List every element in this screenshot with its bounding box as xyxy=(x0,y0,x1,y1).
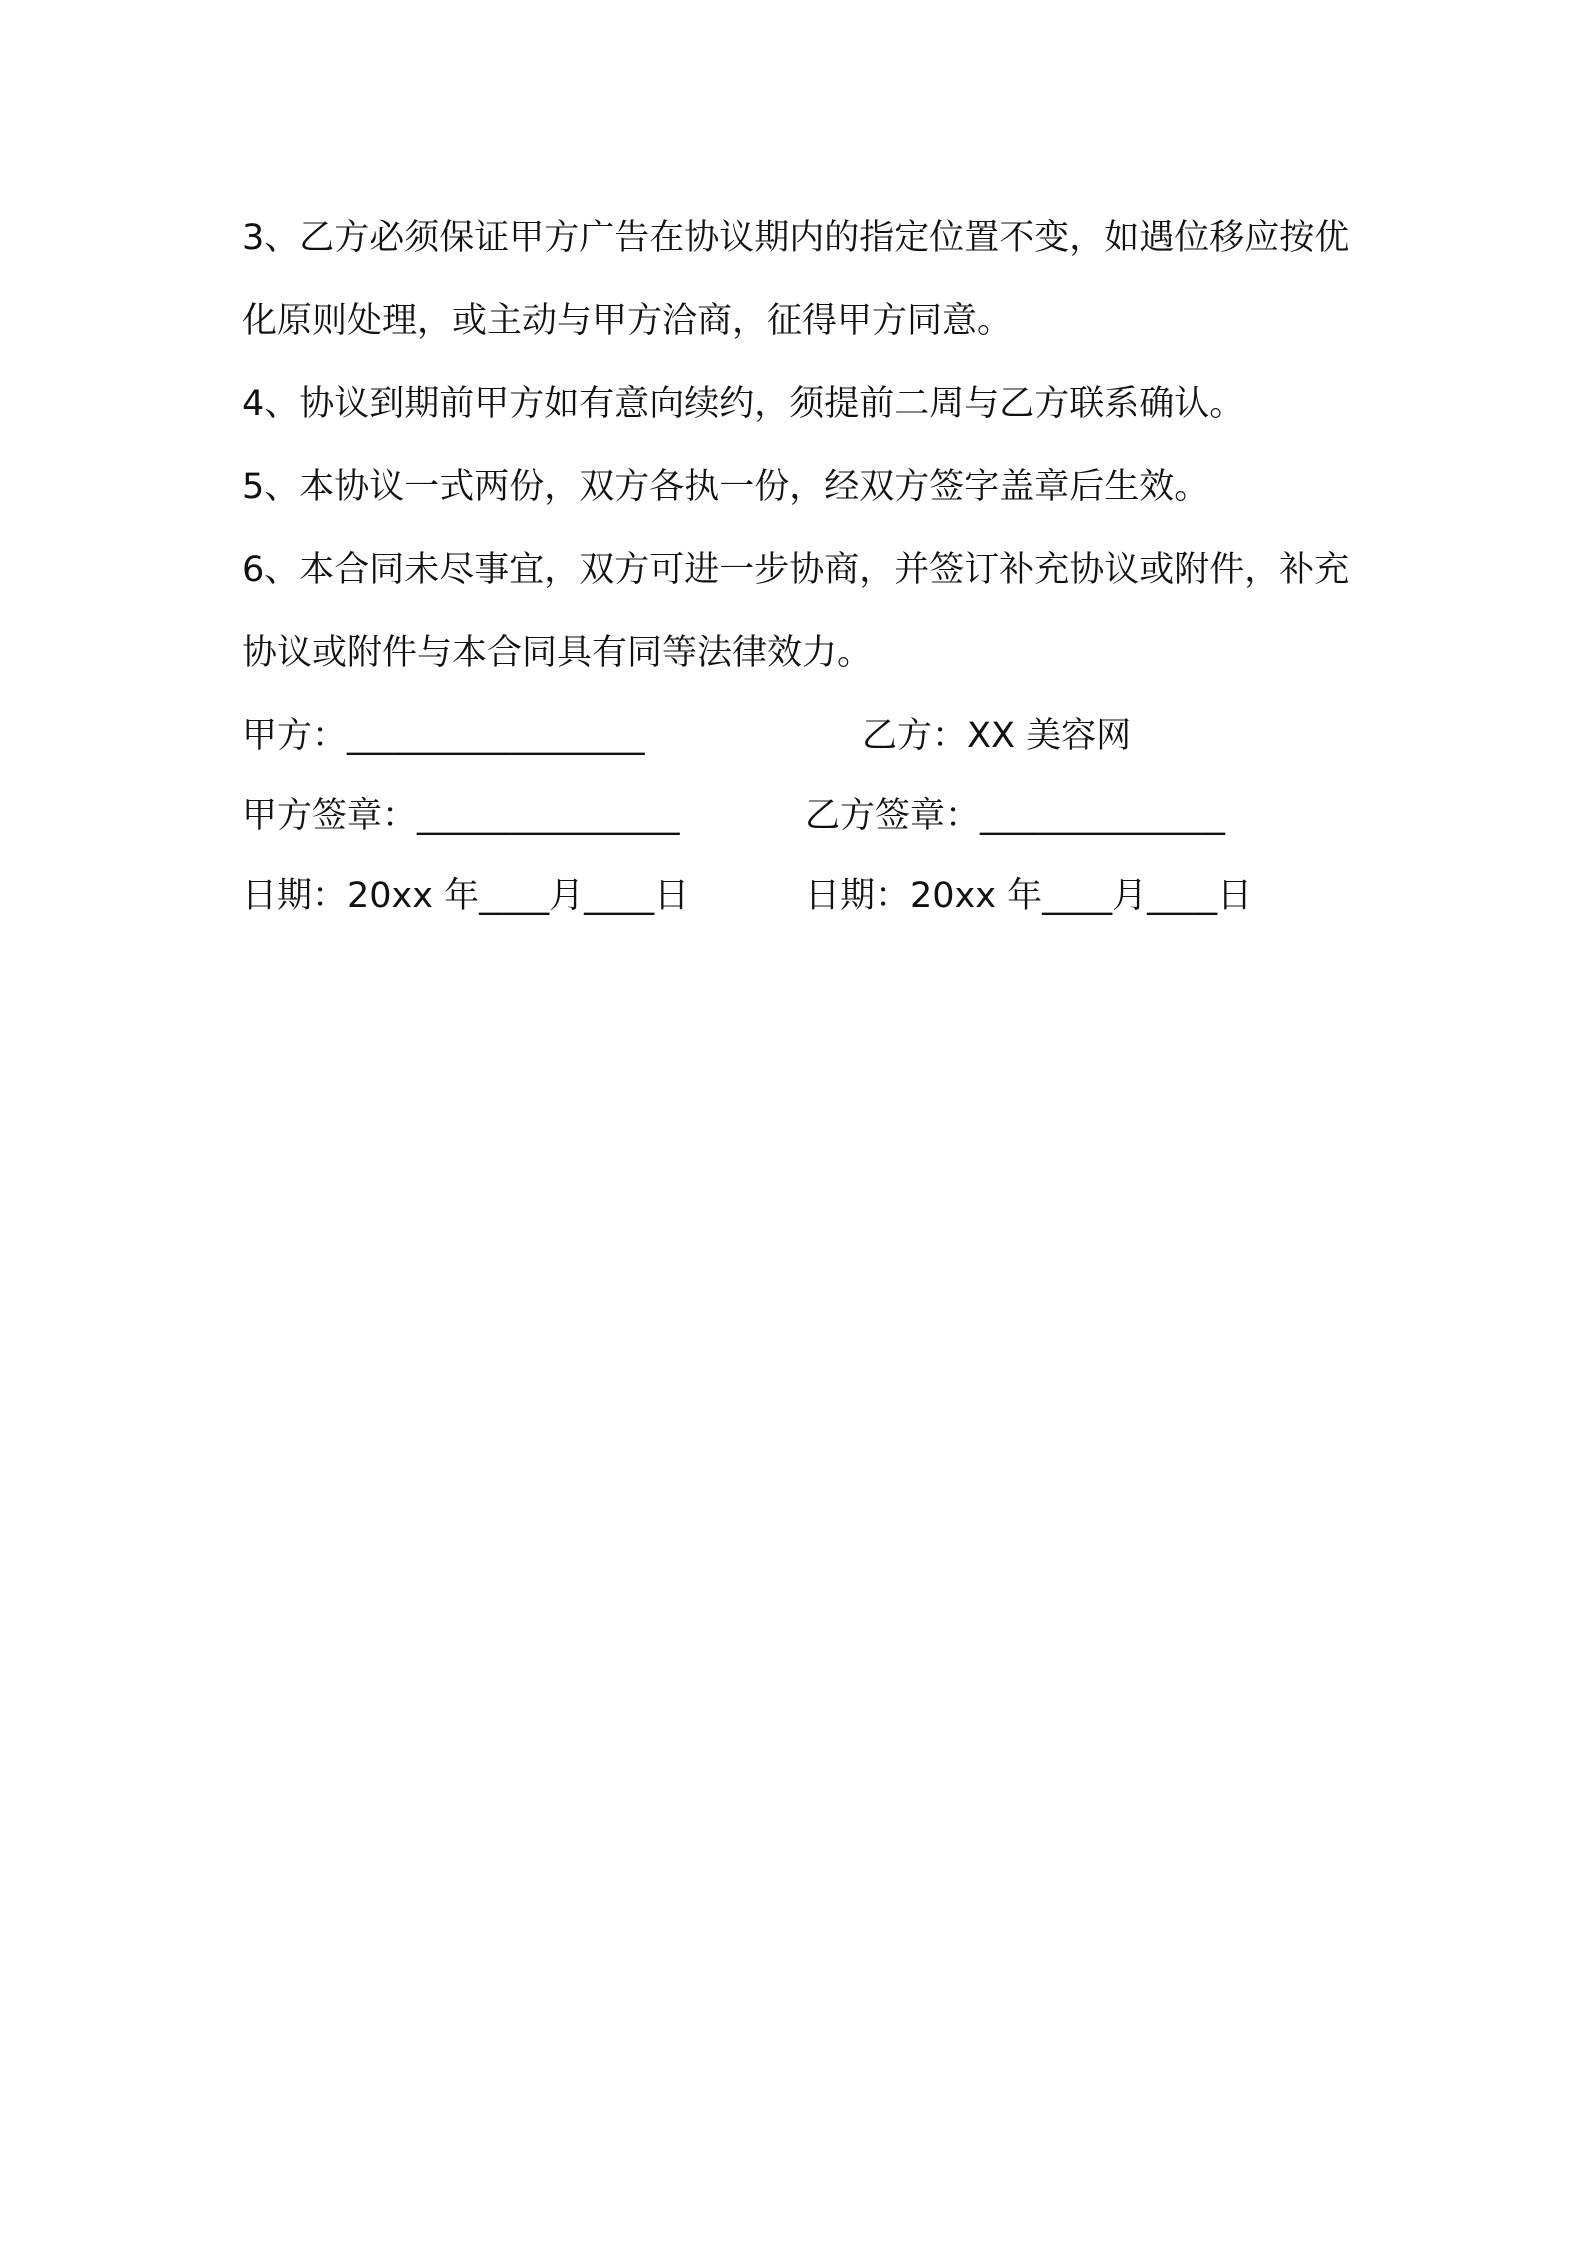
clause-3: 3、乙方必须保证甲方广告在协议期内的指定位置不变，如遇位移应按优化原则处理，或主动与甲方洽商，征得甲方同意。 xyxy=(242,218,1350,341)
party-b-seal-line: 乙方签章：______________ xyxy=(805,796,1226,836)
clause-4: 4、协议到期前甲方如有意向续约，须提前二周与乙方联系确认。 xyxy=(242,384,1245,424)
party-a-line: 甲方：_________________ xyxy=(242,716,645,756)
party-b-date-line: 日期：20xx 年____月____日 xyxy=(805,876,1253,916)
party-row xyxy=(242,706,1372,766)
seal-row xyxy=(242,786,1372,846)
date-row xyxy=(242,866,1372,926)
clause-list xyxy=(242,197,1372,695)
clause-5: 5、本协议一式两份，双方各执一份，经双方签字盖章后生效。 xyxy=(242,467,1210,507)
party-a-date-line: 日期：20xx 年____月____日 xyxy=(242,876,690,916)
party-b-line: 乙方：XX 美容网 xyxy=(862,716,1132,756)
party-a-seal-line: 甲方签章：_______________ xyxy=(242,796,680,836)
clause-6: 6、本合同未尽事宜，双方可进一步协商，并签订补充协议或附件，补充协议或附件与本合同具有同等法律效力。 xyxy=(242,550,1350,673)
